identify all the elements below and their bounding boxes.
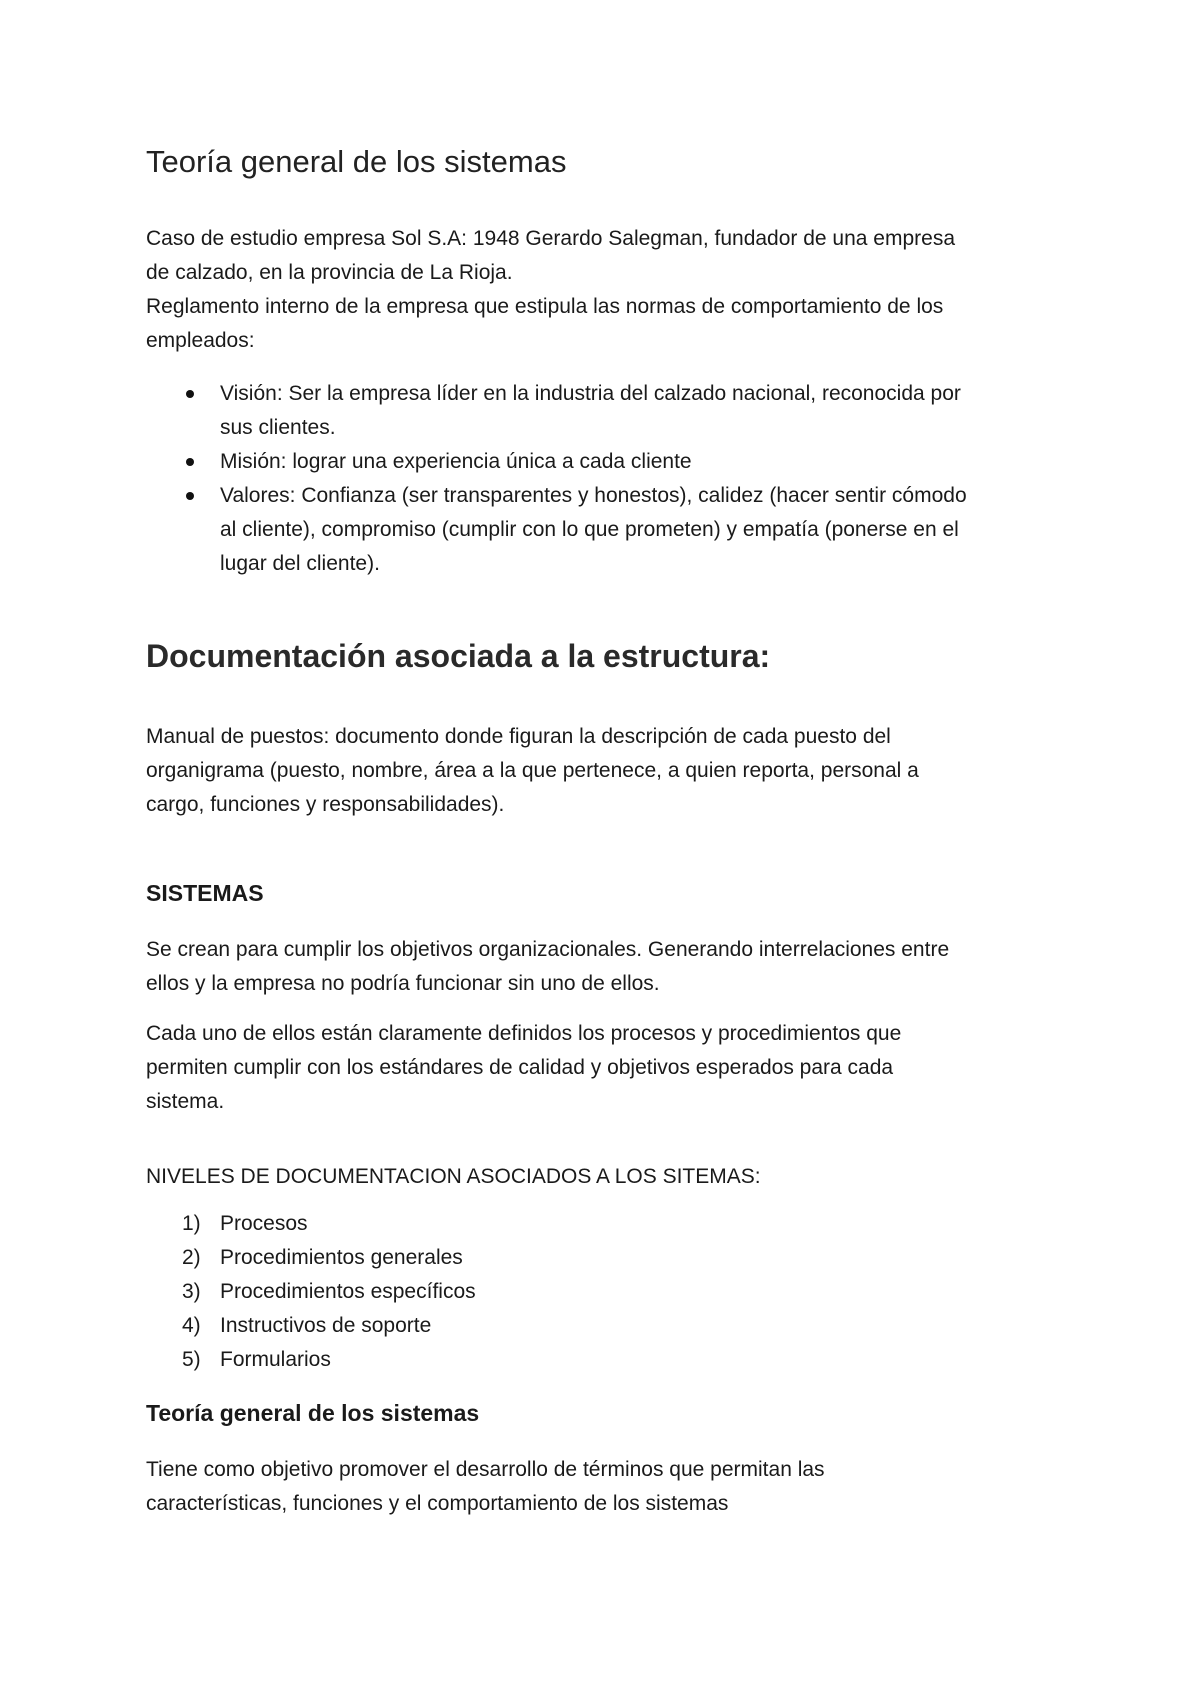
- list-number: 1): [182, 1212, 201, 1235]
- list-item-line: Misión: lograr una experiencia única a cada cliente: [220, 450, 692, 473]
- values-bullet-list: [146, 377, 1066, 581]
- list-item-instructivos: [146, 1309, 1066, 1343]
- bullet-icon: [186, 390, 194, 398]
- sistemas-paragraph-2: [146, 1017, 1066, 1119]
- list-item-line: al cliente), compromiso (cumplir con lo que prometen) y empatía (ponerse en el: [220, 518, 959, 541]
- niveles-numbered-list: [146, 1207, 1066, 1377]
- list-number: 3): [182, 1280, 201, 1303]
- paragraph-line: permiten cumplir con los estándares de calidad y objetivos esperados para cada: [146, 1056, 894, 1079]
- list-item-line: Valores: Confianza (ser transparentes y honestos), calidez (hacer sentir cómodo: [220, 484, 967, 507]
- paragraph-line: sistema.: [146, 1090, 225, 1113]
- intro-paragraph: [146, 222, 1066, 358]
- manual-line: cargo, funciones y responsabilidades).: [146, 793, 505, 816]
- section-heading-documentacion: Documentación asociada a la estructura:: [146, 638, 771, 674]
- list-item-text: Procedimientos específicos: [220, 1280, 476, 1303]
- paragraph-line: Tiene como objetivo promover el desarrollo de términos que permitan las: [146, 1458, 825, 1481]
- intro-line: Caso de estudio empresa Sol S.A: 1948 Gerardo Salegman, fundador de una empresa: [146, 227, 956, 250]
- list-item-valores: [146, 479, 1066, 581]
- bullet-icon: [186, 458, 194, 466]
- list-number: 5): [182, 1348, 201, 1371]
- reglamento-line: Reglamento interno de la empresa que estipula las normas de comportamiento de los: [146, 295, 944, 318]
- reglamento-line: empleados:: [146, 329, 255, 352]
- list-item-formularios: [146, 1343, 1066, 1377]
- list-item-text: Procedimientos generales: [220, 1246, 463, 1269]
- manual-line: Manual de puestos: documento donde figuran la descripción de cada puesto del: [146, 725, 891, 748]
- manual-paragraph: [146, 720, 1066, 822]
- intro-line: de calzado, en la provincia de La Rioja.: [146, 261, 513, 284]
- list-item-line: lugar del cliente).: [220, 552, 380, 575]
- sistemas-paragraph-1: [146, 933, 1066, 1001]
- paragraph-line: ellos y la empresa no podría funcionar sin uno de ellos.: [146, 972, 660, 995]
- list-item-line: Visión: Ser la empresa líder en la industria del calzado nacional, reconocida por: [220, 382, 961, 405]
- section-heading-sistemas: SISTEMAS: [146, 880, 264, 906]
- list-item-line: sus clientes.: [220, 416, 336, 439]
- tgs-paragraph: [146, 1453, 1066, 1521]
- paragraph-line: Cada uno de ellos están claramente definidos los procesos y procedimientos que: [146, 1022, 902, 1045]
- list-item-text: Formularios: [220, 1348, 331, 1371]
- manual-line: organigrama (puesto, nombre, área a la que pertenece, a quien reporta, personal a: [146, 759, 919, 782]
- section-heading-tgs: Teoría general de los sistemas: [146, 1400, 480, 1426]
- paragraph-line: Se crean para cumplir los objetivos organizacionales. Generando interrelaciones entre: [146, 938, 950, 961]
- document-title: Teoría general de los sistemas: [146, 144, 567, 179]
- list-number: 4): [182, 1314, 201, 1337]
- list-item-text: Instructivos de soporte: [220, 1314, 432, 1337]
- list-number: 2): [182, 1246, 201, 1269]
- list-item-mision: [146, 445, 1066, 479]
- list-item-vision: [146, 377, 1066, 445]
- list-item-procedimientos-especificos: [146, 1275, 1066, 1309]
- paragraph-line: características, funciones y el comportamiento de los sistemas: [146, 1492, 729, 1515]
- list-item-text: Procesos: [220, 1212, 308, 1235]
- list-item-procesos: [146, 1207, 1066, 1241]
- list-item-procedimientos-generales: [146, 1241, 1066, 1275]
- bullet-icon: [186, 492, 194, 500]
- niveles-heading: NIVELES DE DOCUMENTACION ASOCIADOS A LOS SITEMAS:: [146, 1165, 761, 1188]
